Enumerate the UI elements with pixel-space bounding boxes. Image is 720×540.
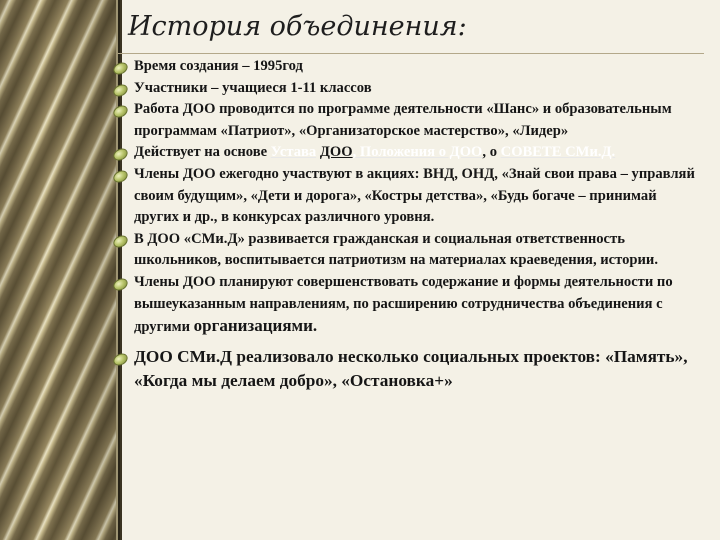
leaf-bullet-icon xyxy=(111,60,129,77)
list-item xyxy=(112,229,704,272)
leaf-bullet-icon xyxy=(111,276,129,293)
item-text: Члены ДОО планируют совершенствовать содержание и формы деятельности по вышеуказанным направлениям, по расширению сотрудничества объединения с другими xyxy=(134,273,673,336)
item-text: ДОО СМи.Д реализовало несколько социальных проектов: «Память», «Когда мы делаем добро», «Остановка+» xyxy=(134,346,688,390)
leaf-bullet-icon xyxy=(111,103,129,120)
list-item xyxy=(112,164,704,229)
item-text: В ДОО «СМи.Д» развивается гражданская и социальная ответственность школьников, воспитывается патриотизм на материалах краеведения, истории. xyxy=(134,230,658,269)
charter-link[interactable]: Устава xyxy=(270,144,317,161)
item-text: Действует на основе xyxy=(134,144,271,161)
bullet-list xyxy=(112,56,704,393)
slide-title: История объединения: xyxy=(128,11,467,42)
list-item xyxy=(112,56,704,78)
leaf-bullet-icon xyxy=(111,233,129,250)
leaf-bullet-icon xyxy=(111,146,129,163)
council-link[interactable]: СОВЕТЕ СМи.Д. xyxy=(500,144,616,161)
regulation-link[interactable]: , Положения о ДОО xyxy=(352,144,483,161)
list-item xyxy=(112,272,704,339)
item-text: ДОО xyxy=(319,144,353,161)
item-text: Участники – учащиеся 1-11 классов xyxy=(134,79,372,96)
list-item xyxy=(112,345,704,393)
item-text: Время создания – 1995год xyxy=(134,58,303,74)
list-item xyxy=(112,142,704,164)
leaf-bullet-icon xyxy=(111,82,129,99)
item-text: , о xyxy=(482,144,501,161)
item-text: Члены ДОО ежегодно участвуют в акциях: ВНД, ОНД, «Знай свои права – управляй своим будущим», «Дети и дорога», «Костры детства», «Будь богаче – принимай других и др., в конкурсах различного уровня. xyxy=(134,165,695,226)
list-item xyxy=(112,99,704,142)
leaf-bullet-icon xyxy=(111,351,129,368)
item-text: Работа ДОО проводится по программе деятельности «Шанс» и образовательным программам «Патриот», «Организаторское мастерство», «Лидер» xyxy=(134,101,672,139)
leaf-bullet-icon xyxy=(111,168,129,185)
item-emphasis: организациями. xyxy=(193,316,318,336)
title-divider xyxy=(118,53,704,54)
side-band-shade xyxy=(0,0,120,540)
list-item xyxy=(112,78,704,100)
